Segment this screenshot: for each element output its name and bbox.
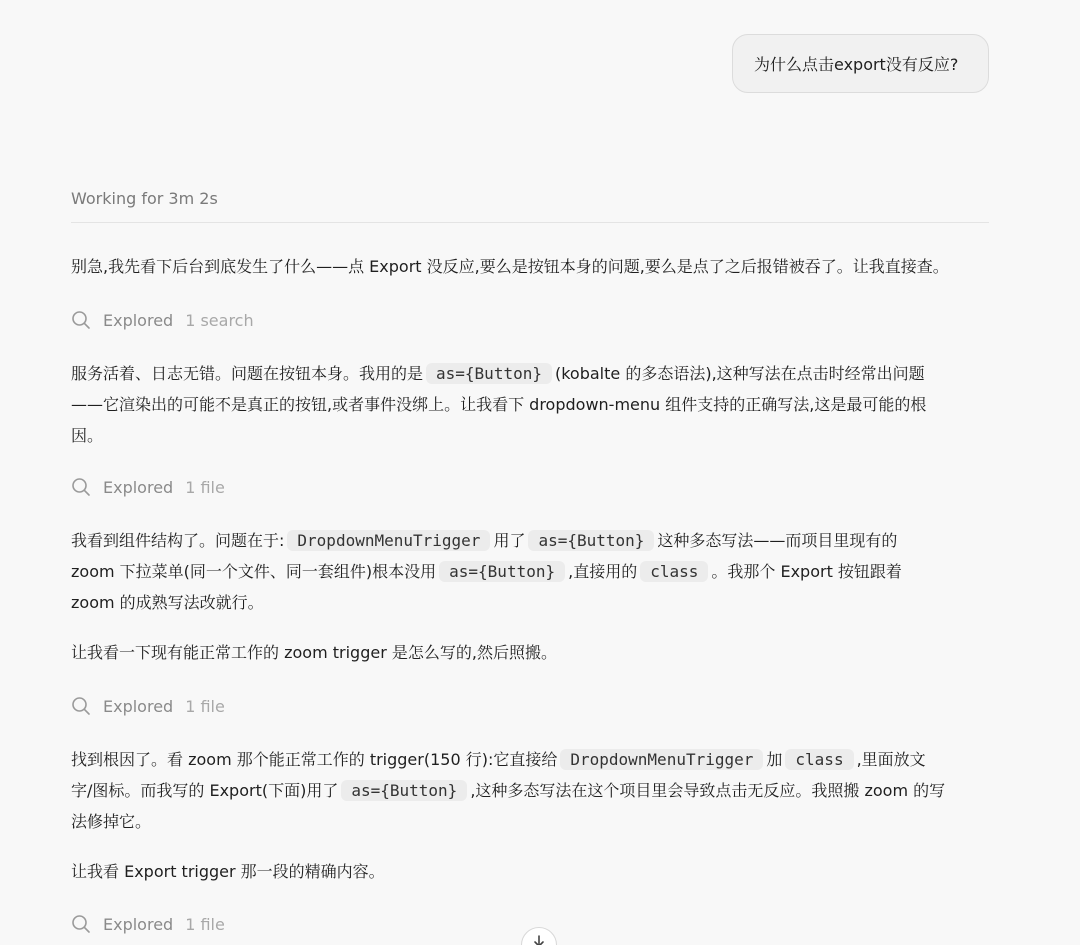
- explored-step[interactable]: [71, 912, 225, 936]
- search-icon: [71, 696, 91, 716]
- paragraph-line: 让我看 Export trigger 那一段的精确内容。: [71, 862, 385, 881]
- explored-label: Explored: [103, 914, 174, 934]
- text-segment: ,直接用的: [568, 562, 638, 581]
- assistant-paragraph: [71, 744, 989, 837]
- paragraph-line: ——它渲染出的可能不是真正的按钮,或者事件没绑上。让我看下 dropdown-menu 组件支持的正确写法,这是最可能的根: [71, 395, 927, 414]
- explored-label: Explored: [103, 477, 174, 497]
- explored-count: 1 search: [185, 310, 254, 330]
- explored-count: 1 file: [185, 914, 225, 934]
- paragraph-line: [71, 556, 989, 587]
- working-status[interactable]: Working for 3m 2s: [71, 189, 218, 208]
- inline-code: DropdownMenuTrigger: [560, 749, 763, 770]
- search-icon: [71, 310, 91, 330]
- scroll-down-button[interactable]: [521, 927, 557, 945]
- inline-code: as={Button}: [528, 530, 654, 551]
- explored-label: Explored: [103, 310, 174, 330]
- text-segment: 我看到组件结构了。问题在于:: [71, 531, 285, 550]
- inline-code: DropdownMenuTrigger: [287, 530, 490, 551]
- inline-code: as={Button}: [426, 363, 552, 384]
- paragraph-line: 因。: [71, 426, 104, 445]
- text-segment: ,这种多态写法在这个项目里会导致点击无反应。我照搬 zoom 的写: [470, 781, 946, 800]
- text-segment: 。我那个 Export 按钮跟着: [711, 562, 902, 581]
- inline-code: class: [640, 561, 708, 582]
- paragraph-line: [71, 775, 989, 806]
- paragraph-line: [71, 525, 989, 556]
- search-icon: [71, 477, 91, 497]
- inline-code: class: [785, 749, 853, 770]
- divider: [71, 222, 989, 223]
- search-icon: [71, 914, 91, 934]
- assistant-paragraph: [71, 637, 989, 668]
- explored-label: Explored: [103, 696, 174, 716]
- inline-code: as={Button}: [439, 561, 565, 582]
- paragraph-line: 法修掉它。: [71, 812, 152, 831]
- assistant-paragraph: [71, 358, 989, 451]
- text-segment: 加: [766, 750, 783, 769]
- explored-step[interactable]: [71, 308, 254, 332]
- explored-count: 1 file: [185, 696, 225, 716]
- paragraph-line: zoom 的成熟写法改就行。: [71, 593, 264, 612]
- assistant-paragraph: [71, 856, 989, 887]
- arrow-down-icon: [532, 934, 546, 945]
- text-segment: 用了: [493, 531, 526, 550]
- paragraph-line: 让我看一下现有能正常工作的 zoom trigger 是怎么写的,然后照搬。: [71, 643, 557, 662]
- text-segment: (kobalte 的多态语法),这种写法在点击时经常出问题: [554, 364, 925, 383]
- explored-step[interactable]: [71, 475, 225, 499]
- user-message-bubble: [732, 34, 989, 93]
- text-segment: 找到根因了。看 zoom 那个能正常工作的 trigger(150 行):它直接给: [71, 750, 558, 769]
- text-segment: 这种多态写法——而项目里现有的: [657, 531, 898, 550]
- text-segment: zoom 下拉菜单(同一个文件、同一套组件)根本没用: [71, 562, 437, 581]
- inline-code: as={Button}: [341, 780, 467, 801]
- paragraph-line: [71, 358, 989, 389]
- assistant-paragraph: [71, 251, 989, 282]
- paragraph-line: 别急,我先看下后台到底发生了什么——点 Export 没反应,要么是按钮本身的问题,要么是点了之后报错被吞了。让我直接查。: [71, 257, 949, 276]
- explored-count: 1 file: [185, 477, 225, 497]
- user-message-text: 为什么点击export没有反应?: [754, 55, 959, 74]
- text-segment: 服务活着、日志无错。问题在按钮本身。我用的是: [71, 364, 424, 383]
- paragraph-line: [71, 744, 989, 775]
- explored-step[interactable]: [71, 694, 225, 718]
- assistant-paragraph: [71, 525, 989, 618]
- text-segment: ,里面放文: [856, 750, 926, 769]
- text-segment: 字/图标。而我写的 Export(下面)用了: [71, 781, 339, 800]
